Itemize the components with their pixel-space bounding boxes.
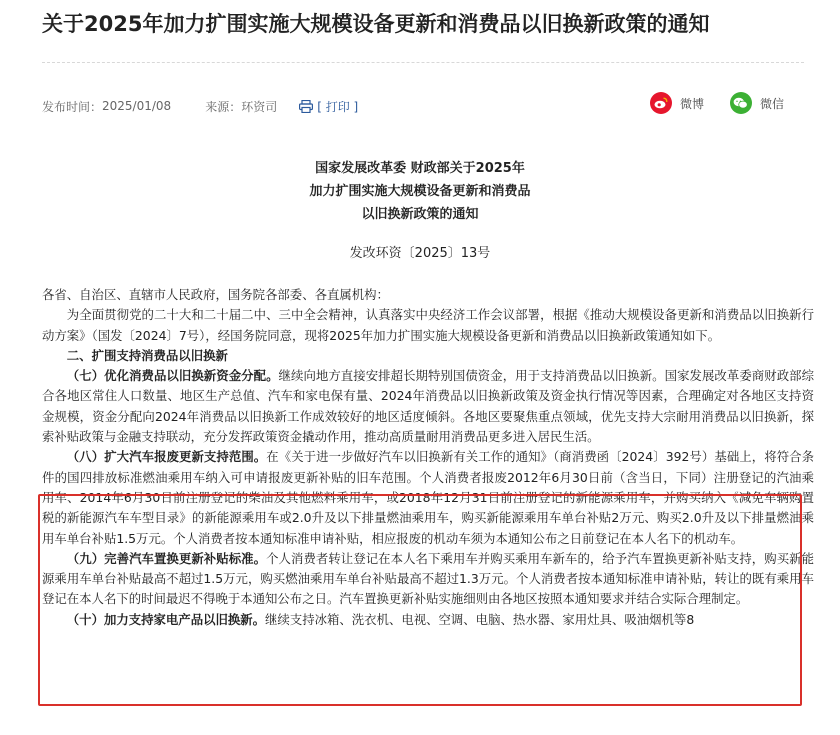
published-date: 2025/01/08: [102, 99, 172, 113]
intro-paragraph: 为全面贯彻党的二十大和二十届二中、三中全会精神，认真落实中央经济工作会议部署，根据《推动大规模设备更新和消费品以旧换新行动方案》（国发〔2024〕7号），经国务院同意，现将2025年加力扩围实施大规模设备更新和消费品以旧换新政策通知如下。: [42, 307, 814, 343]
source-value: 环资司: [241, 99, 278, 114]
print-label: [ 打印 ]: [317, 99, 359, 114]
paragraph-8-heading: （八）扩大汽车报废更新支持范围。: [66, 449, 267, 465]
paragraph-8-text: 在《关于进一步做好汽车以旧换新有关工作的通知》（商消费函〔2024〕392号）基础上，将符合条件的国四排放标准燃油乘用车纳入可申请报废更新补贴的旧车范围。个人消费者报废2012年6月30日前（含当日，下同）注册登记的汽油乘用车、2014年6月30日前注册登记的柴油及其他燃料乘用车，或2018年12月31日前注册登记的新能源乘用车，并购买纳入《减免车辆购置税的新能源汽车车型目录》的新能源乘用车或2.0升及以下排量燃油乘用车，购买新能源乘用车单台补贴2万元、购买2.0升及以下排量燃油乘用车单台补贴1.5万元。个人消费者按本通知标准申请补贴，相应报废的机动车须为本通知公布之日前登记在本人名下的机动车。: [42, 449, 815, 546]
paragraph-10: [42, 610, 814, 630]
doc-head-line-2: 加力扩围实施大规模设备更新和消费品: [309, 184, 531, 199]
page-title: 关于2025年加力扩围实施大规模设备更新和消费品以旧换新政策的通知: [42, 12, 710, 36]
addressee: 各省、自治区、直辖市人民政府，国务院各部委、各直属机构：: [42, 287, 389, 302]
weibo-label: 微博: [679, 96, 704, 111]
article-meta: [42, 96, 358, 116]
paragraph-7: [42, 366, 814, 447]
paragraph-9-text: 个人消费者转让登记在本人名下乘用车并购买乘用车新车的，给予汽车置换更新补贴支持，购买新能源乘用车单台补贴最高不超过1.5万元，购买燃油乘用车单台补贴最高不超过1.3万元。个人消费者按本通知标准申请补贴，转让的既有乘用车登记在本人名下的时间最迟不得晚于本通知公布之日。汽车置换更新补贴实施细则由各地区按照本通知要求并结合实际合理制定。: [42, 550, 815, 607]
doc-head-line-1: 国家发展改革委 财政部关于2025年: [315, 161, 525, 176]
paragraph-9-heading: （九）完善汽车置换更新补贴标准。: [66, 550, 267, 566]
paragraph-10-heading: （十）加力支持家电产品以旧换新。: [66, 611, 266, 627]
paragraph-7-text: 继续向地方直接安排超长期特别国债资金，用于支持消费品以旧换新。国家发展改革委商财政部综合各地区常住人口数量、地区生产总值、汽车和家电保有量、2024年消费品以旧换新政策及资金执行情况等因素，合理确定对各地区支持资金规模，资金分配向2024年消费品以旧换新工作成效较好的地区适度倾斜。各地区要聚焦重点领域，优先支持大宗耐用消费品以旧换新，探索补贴政策与金融支持联动，充分发挥政策资金撬动作用，推动高质量耐用消费品更多进入居民生活。: [42, 368, 815, 445]
printer-icon: [299, 100, 313, 113]
section-heading: [42, 346, 814, 366]
title-divider: [42, 62, 804, 63]
published-label: 发布时间：: [42, 99, 103, 114]
doc-number: 发改环资〔2025〕13号: [349, 246, 491, 261]
section-2-heading: 二、扩围支持消费品以旧换新: [66, 347, 228, 363]
print-button[interactable]: [299, 98, 358, 115]
paragraph-9: [42, 549, 814, 610]
paragraph-10-text: 继续支持冰箱、洗衣机、电视、空调、电脑、热水器、家用灶具、吸油烟机等8: [265, 611, 695, 627]
weibo-icon: [650, 92, 672, 114]
wechat-icon: [730, 92, 752, 114]
document-body: [42, 285, 814, 630]
paragraph-7-heading: （七）优化消费品以旧换新资金分配。: [66, 368, 279, 384]
doc-head-line-3: 以旧换新政策的通知: [361, 207, 479, 222]
wechat-label: 微信: [759, 96, 784, 111]
share-weibo[interactable]: [650, 92, 704, 114]
paragraph-8: [42, 447, 814, 548]
share-wechat[interactable]: [730, 92, 784, 114]
share-bar: [650, 92, 784, 114]
source-label: 来源：: [205, 99, 242, 114]
